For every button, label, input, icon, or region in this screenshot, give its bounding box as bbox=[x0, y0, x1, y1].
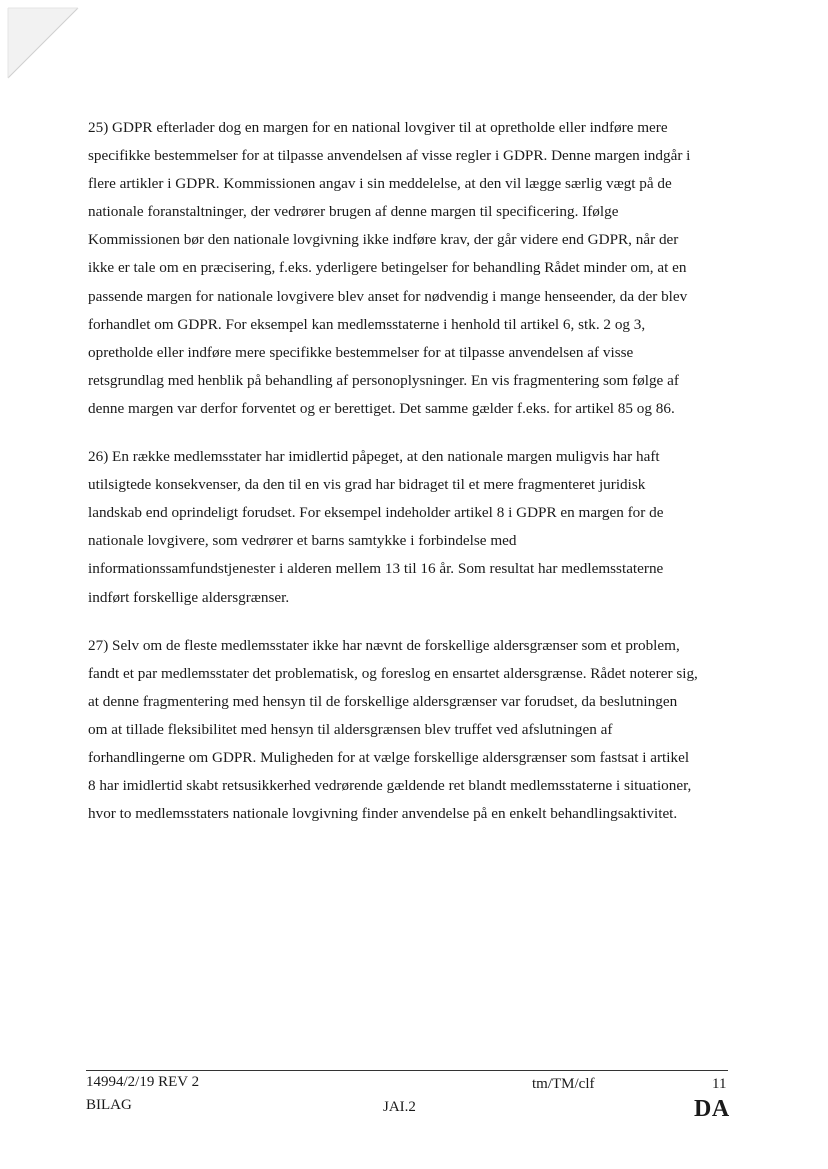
document-number: 14994/2/19 REV 2 bbox=[86, 1074, 200, 1090]
page-corner-fold bbox=[0, 0, 80, 80]
text-line: denne margen var derfor forventet og er berettiget. Det samme gælder f.eks. for artikel 85 og 86. bbox=[88, 399, 675, 417]
footer-divider bbox=[86, 1070, 728, 1071]
paragraph-27 bbox=[88, 632, 748, 829]
text-line: 8 har imidlertid skabt retsusikkerhed vedrørende gældende ret blandt medlemsstaterne i situationer, bbox=[88, 777, 692, 795]
annex-label: BILAG bbox=[86, 1097, 132, 1113]
text-line: informationssamfundstjenester i alderen mellem 13 til 16 år. Som resultat har medlemsstaterne bbox=[88, 560, 664, 578]
paragraph-25 bbox=[88, 114, 748, 423]
text-line: 26) En række medlemsstater har imidlertid påpeget, at den nationale margen muligvis har haft bbox=[88, 448, 660, 466]
text-line: passende margen for nationale lovgivere blev anset for nødvendig i mange henseender, da der blev bbox=[88, 287, 688, 305]
text-line: retsgrundlag med henblik på behandling af personoplysninger. En vis fragmentering som følge af bbox=[88, 371, 679, 389]
text-line: ikke er tale om en præcisering, f.eks. yderligere betingelser for behandling Rådet minder om, at en bbox=[88, 259, 687, 277]
text-line: Kommissionen bør den nationale lovgivning ikke indføre krav, der går videre end GDPR, når der bbox=[88, 231, 679, 249]
text-line: at denne fragmentering med hensyn til de forskellige aldersgrænser var forudset, da beslutningen bbox=[88, 692, 678, 710]
paragraph-26 bbox=[88, 443, 748, 612]
text-line: indført forskellige aldersgrænser. bbox=[88, 588, 290, 606]
text-line: hvor to medlemsstaters nationale lovgivning finder anvendelse på en enkelt behandlingsaktivitet. bbox=[88, 805, 678, 823]
language-code: DA bbox=[694, 1096, 730, 1122]
text-line: opretholde eller indføre mere specifikke bestemmelser for at tilpasse anvendelsen af visse bbox=[88, 343, 634, 361]
text-line: 27) Selv om de fleste medlemsstater ikke har nævnt de forskellige aldersgrænser som et problem, bbox=[88, 636, 680, 654]
text-line: flere artikler i GDPR. Kommissionen angav i sin meddelelse, at den vil lægge særlig vægt på de bbox=[88, 175, 672, 193]
text-line: om at tillade fleksibilitet med hensyn til aldersgrænsen blev truffet ved afslutningen af bbox=[88, 720, 613, 738]
text-line: forhandlingerne om GDPR. Muligheden for at vælge forskellige aldersgrænser som fastsat i artikel bbox=[88, 748, 690, 766]
text-line: forhandlet om GDPR. For eksempel kan medlemsstaterne i henhold til artikel 6, stk. 2 og 3, bbox=[88, 315, 646, 333]
text-line: nationale lovgivere, som vedrører et barns samtykke i forbindelse med bbox=[88, 532, 517, 550]
text-line: nationale foranstaltninger, der vedrører brugen af denne margen til specificering. Ifølge bbox=[88, 203, 619, 221]
author-initials: tm/TM/clf bbox=[532, 1076, 595, 1092]
document-body bbox=[88, 114, 748, 848]
text-line: specifikke bestemmelser for at tilpasse anvendelsen af visse regler i GDPR. Denne margen indgår i bbox=[88, 147, 691, 165]
text-line: fandt et par medlemsstater det problematisk, og foreslog en ensartet aldersgrænse. Rådet noterer sig, bbox=[88, 664, 698, 682]
text-line: utilsigtede konsekvenser, da den til en vis grad har bidraget til et mere fragmenteret juridisk bbox=[88, 476, 646, 494]
text-line: 25) GDPR efterlader dog en margen for en national lovgiver til at opretholde eller indføre mere bbox=[88, 119, 668, 136]
page-number: 11 bbox=[712, 1076, 727, 1092]
text-line: landskab end oprindeligt forudset. For eksempel indeholder artikel 8 i GDPR en margen for de bbox=[88, 504, 664, 522]
department-code: JAI.2 bbox=[383, 1099, 416, 1115]
